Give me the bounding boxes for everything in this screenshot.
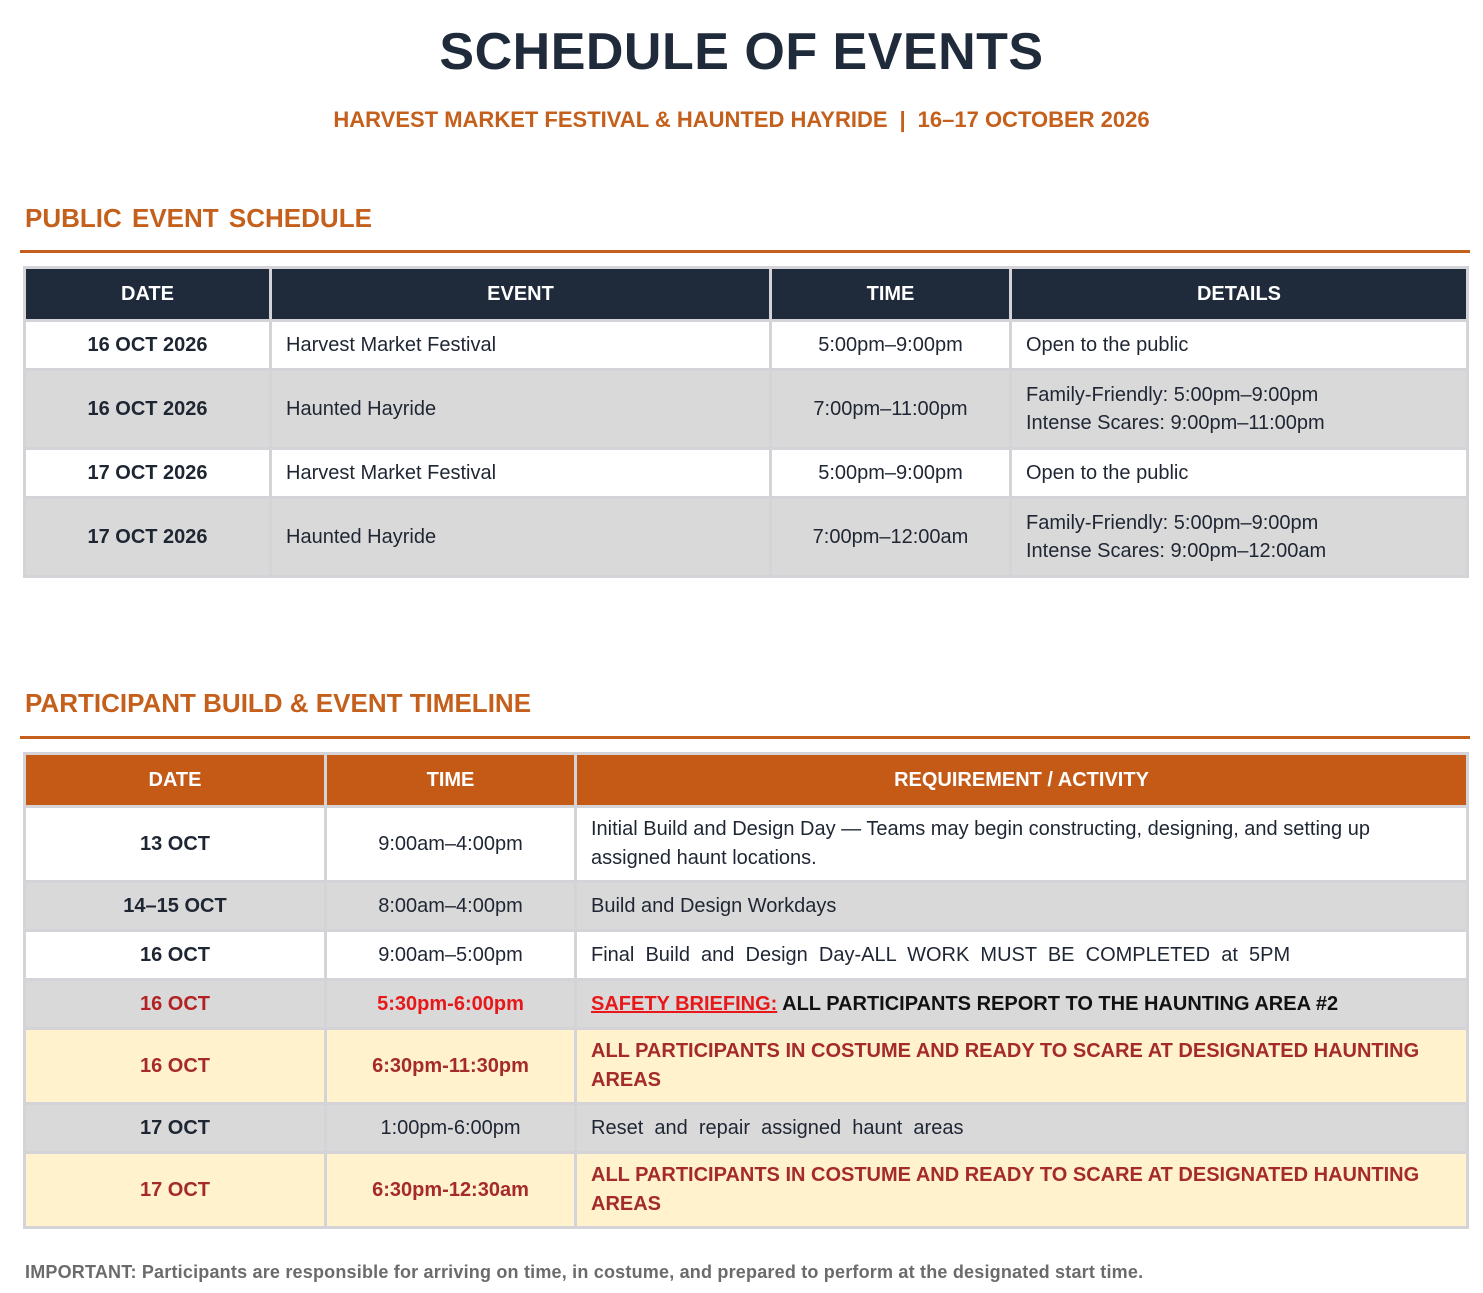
cell-event: Harvest Market Festival xyxy=(271,449,771,498)
table-row xyxy=(25,370,1468,449)
subtitle-separator: | xyxy=(899,107,906,132)
cell-time: 7:00pm–11:00pm xyxy=(771,370,1011,449)
cell-activity: ALL PARTICIPANTS IN COSTUME AND READY TO SCARE AT DESIGNATED HAUNTING AREAS xyxy=(576,1029,1468,1104)
cell-date: 16 OCT 2026 xyxy=(25,370,271,449)
public-schedule-heading: PUBLIC EVENT SCHEDULE xyxy=(25,203,372,233)
cell-date: 17 OCT 2026 xyxy=(25,498,271,577)
cell-activity: Final Build and Design Day-ALL WORK MUST BE COMPLETED at 5PM xyxy=(576,931,1468,980)
table-header-row xyxy=(25,754,1468,807)
safety-briefing-label: SAFETY BRIEFING: xyxy=(591,992,778,1015)
cell-activity: Reset and repair assigned haunt areas xyxy=(576,1104,1468,1153)
table-row xyxy=(25,449,1468,498)
cell-date: 16 OCT xyxy=(25,980,326,1029)
cell-time: 9:00am–4:00pm xyxy=(326,807,576,882)
details-line: Family-Friendly: 5:00pm–9:00pm xyxy=(1026,512,1319,534)
public-schedule-table xyxy=(23,266,1469,578)
cell-date: 17 OCT xyxy=(25,1104,326,1153)
details-line: Intense Scares: 9:00pm–12:00am xyxy=(1026,540,1327,562)
details-line: Open to the public xyxy=(1026,334,1189,356)
details-line: Family-Friendly: 5:00pm–9:00pm xyxy=(1026,384,1319,406)
cell-details xyxy=(1011,370,1468,449)
participant-timeline-table xyxy=(23,752,1469,1229)
important-note: IMPORTANT: Participants are responsible for arriving on time, in costume, and prepared to perform at the designated start time. xyxy=(25,1262,1144,1282)
cell-details xyxy=(1011,449,1468,498)
table-row xyxy=(25,1104,1468,1153)
table-row xyxy=(25,980,1468,1029)
details-line: Open to the public xyxy=(1026,462,1189,484)
cell-time: 5:30pm-6:00pm xyxy=(326,980,576,1029)
table-row xyxy=(25,1029,1468,1104)
cell-time: 9:00am–5:00pm xyxy=(326,931,576,980)
page-subtitle xyxy=(0,107,1483,133)
column-header-event: EVENT xyxy=(271,268,771,321)
table-row xyxy=(25,1153,1468,1228)
cell-time: 6:30pm-12:30am xyxy=(326,1153,576,1228)
column-header-date: DATE xyxy=(25,268,271,321)
table-row xyxy=(25,807,1468,882)
table-row xyxy=(25,321,1468,370)
table-header-row xyxy=(25,268,1468,321)
cell-activity: Initial Build and Design Day — Teams may begin constructing, designing, and setting up assigned haunt locations. xyxy=(576,807,1468,882)
column-header-time: TIME xyxy=(771,268,1011,321)
safety-briefing-text: ALL PARTICIPANTS REPORT TO THE HAUNTING AREA #2 xyxy=(777,992,1339,1015)
cell-details xyxy=(1011,321,1468,370)
table-row xyxy=(25,882,1468,931)
cell-event: Haunted Hayride xyxy=(271,370,771,449)
column-header-time: TIME xyxy=(326,754,576,807)
cell-date: 16 OCT 2026 xyxy=(25,321,271,370)
participant-timeline-divider xyxy=(20,736,1470,739)
cell-time: 6:30pm-11:30pm xyxy=(326,1029,576,1104)
column-header-details: DETAILS xyxy=(1011,268,1468,321)
cell-time: 5:00pm–9:00pm xyxy=(771,321,1011,370)
cell-time: 1:00pm-6:00pm xyxy=(326,1104,576,1153)
cell-date: 17 OCT 2026 xyxy=(25,449,271,498)
cell-event: Haunted Hayride xyxy=(271,498,771,577)
details-line: Intense Scares: 9:00pm–11:00pm xyxy=(1026,412,1325,434)
cell-details xyxy=(1011,498,1468,577)
table-row xyxy=(25,931,1468,980)
table-row xyxy=(25,498,1468,577)
column-header-date: DATE xyxy=(25,754,326,807)
cell-activity: ALL PARTICIPANTS IN COSTUME AND READY TO SCARE AT DESIGNATED HAUNTING AREAS xyxy=(576,1153,1468,1228)
subtitle-event: HARVEST MARKET FESTIVAL & HAUNTED HAYRIDE xyxy=(333,107,888,132)
cell-time: 5:00pm–9:00pm xyxy=(771,449,1011,498)
cell-time: 8:00am–4:00pm xyxy=(326,882,576,931)
cell-date: 13 OCT xyxy=(25,807,326,882)
cell-date: 16 OCT xyxy=(25,931,326,980)
column-header-activity: REQUIREMENT / ACTIVITY xyxy=(576,754,1468,807)
cell-activity xyxy=(576,980,1468,1029)
page-title: SCHEDULE OF EVENTS xyxy=(439,23,1044,81)
participant-timeline-heading: PARTICIPANT BUILD & EVENT TIMELINE xyxy=(25,688,532,718)
subtitle-dates: 16–17 OCTOBER 2026 xyxy=(917,107,1150,132)
cell-date: 14–15 OCT xyxy=(25,882,326,931)
cell-event: Harvest Market Festival xyxy=(271,321,771,370)
cell-time: 7:00pm–12:00am xyxy=(771,498,1011,577)
cell-date: 16 OCT xyxy=(25,1029,326,1104)
cell-activity: Build and Design Workdays xyxy=(576,882,1468,931)
cell-date: 17 OCT xyxy=(25,1153,326,1228)
public-schedule-divider xyxy=(20,250,1470,253)
